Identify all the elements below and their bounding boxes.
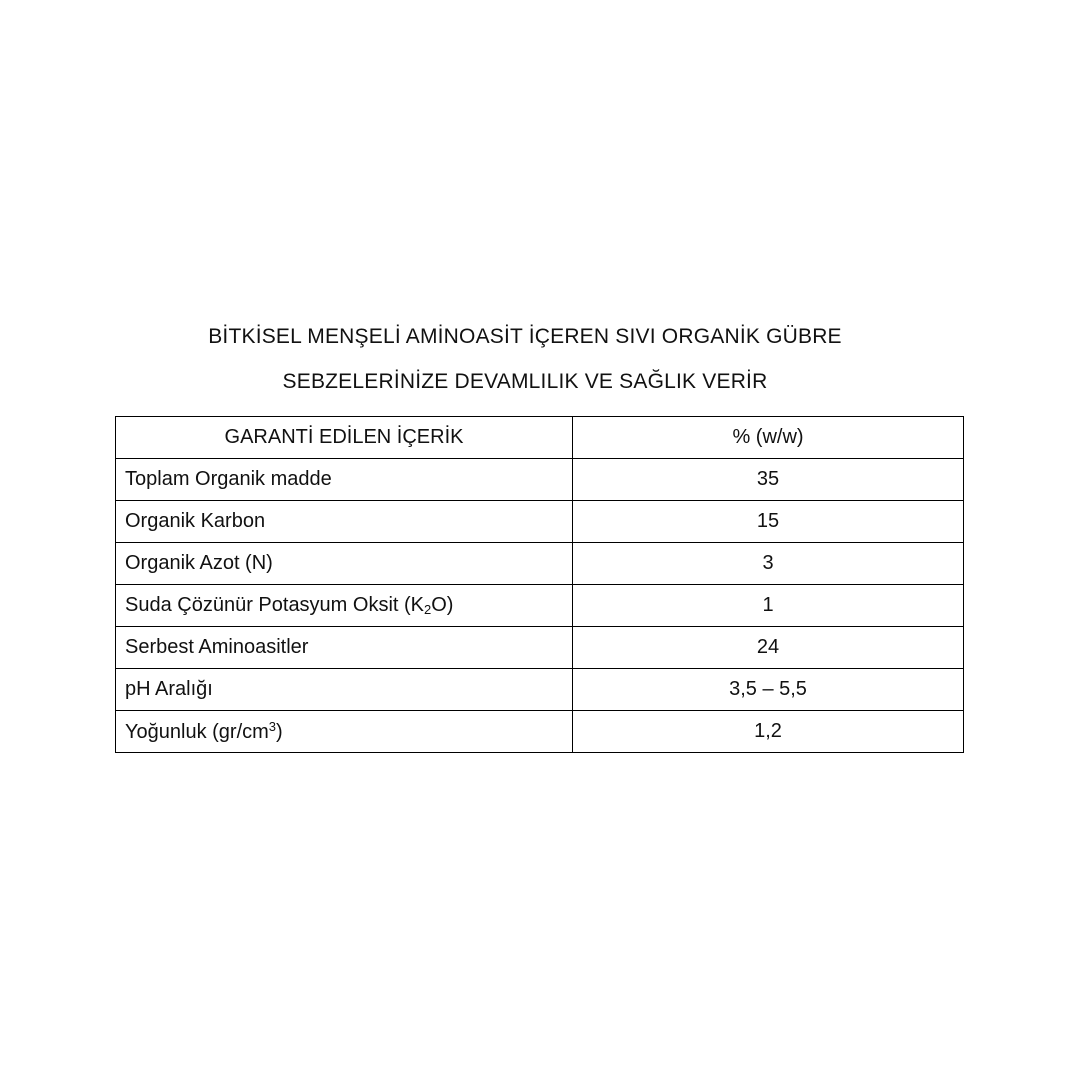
table-row bbox=[116, 543, 964, 585]
superscript: 3 bbox=[268, 719, 277, 734]
table-row bbox=[116, 711, 964, 753]
row-value: 3,5 – 5,5 bbox=[573, 669, 964, 711]
row-name-text-end: O) bbox=[431, 594, 454, 616]
row-name: pH Aralığı bbox=[116, 669, 573, 711]
row-value: 24 bbox=[573, 627, 964, 669]
row-value: 3 bbox=[573, 543, 964, 585]
row-value: 1 bbox=[573, 585, 964, 627]
row-name bbox=[116, 711, 573, 753]
subscript: 2 bbox=[424, 602, 432, 617]
table-row bbox=[116, 585, 964, 627]
row-name: Organik Karbon bbox=[116, 501, 573, 543]
header-content: GARANTİ EDİLEN İÇERİK bbox=[116, 417, 573, 459]
guaranteed-content-table bbox=[115, 416, 964, 753]
heading-line-2: SEBZELERİNİZE DEVAMLILIK VE SAĞLIK VERİR bbox=[282, 370, 768, 393]
row-name-text: Suda Çözünür Potasyum Oksit (K bbox=[125, 594, 425, 616]
table-row bbox=[116, 501, 964, 543]
table-row bbox=[116, 627, 964, 669]
row-name bbox=[116, 585, 573, 627]
header-percent: % (w/w) bbox=[573, 417, 964, 459]
row-name: Toplam Organik madde bbox=[116, 459, 573, 501]
row-name-text: Yoğunluk (gr/cm bbox=[125, 721, 269, 743]
row-value: 15 bbox=[573, 501, 964, 543]
row-value: 35 bbox=[573, 459, 964, 501]
table-row bbox=[116, 669, 964, 711]
table-header-row bbox=[116, 417, 964, 459]
row-name: Organik Azot (N) bbox=[116, 543, 573, 585]
row-name: Serbest Aminoasitler bbox=[116, 627, 573, 669]
heading-line-1: BİTKİSEL MENŞELİ AMİNOASİT İÇEREN SIVI ORGANİK GÜBRE bbox=[208, 325, 842, 348]
row-name-text-end: ) bbox=[276, 721, 283, 743]
table-row bbox=[116, 459, 964, 501]
row-value: 1,2 bbox=[573, 711, 964, 753]
